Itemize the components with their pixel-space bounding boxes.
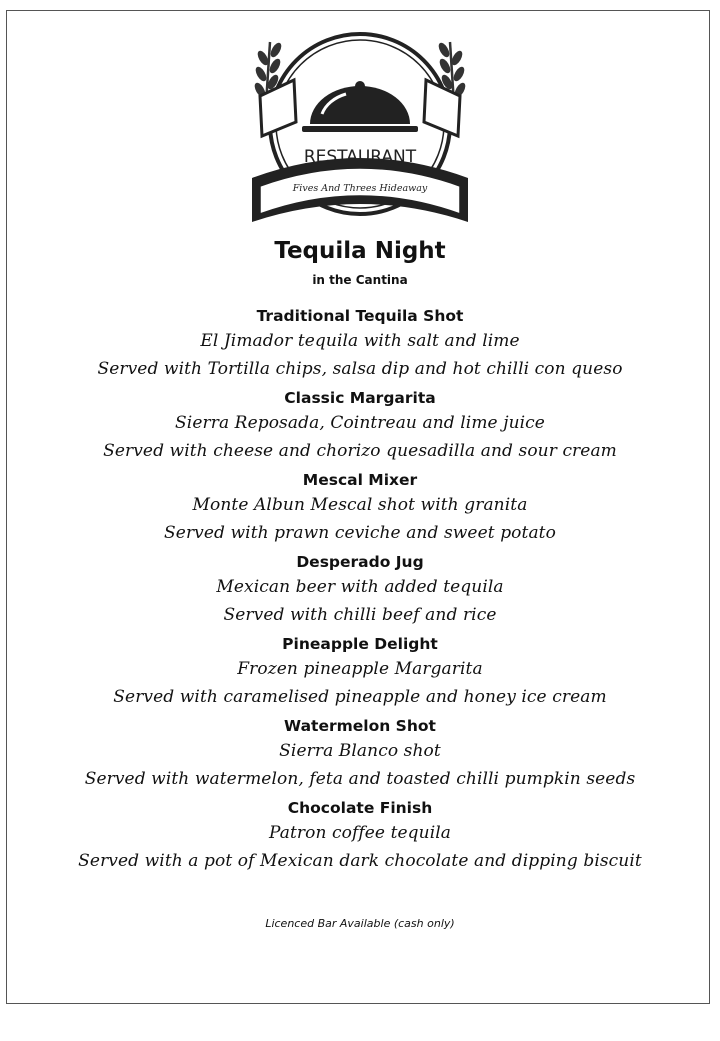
menu-item-food: Served with watermelon, feta and toasted chilli pumpkin seeds <box>84 769 636 789</box>
menu-item-food: Served with a pot of Mexican dark chocolate and dipping biscuit <box>78 851 642 871</box>
menu-item-name: Traditional Tequila Shot <box>256 307 464 325</box>
menu-item-name: Watermelon Shot <box>284 717 436 735</box>
logo-tagline: Fives And Threes Hideaway <box>292 183 428 194</box>
page-title: Tequila Night <box>274 238 446 264</box>
menu-item-drink: Patron coffee tequila <box>268 823 452 843</box>
menu-item-name: Pineapple Delight <box>282 635 438 653</box>
menu-item-name: Chocolate Finish <box>287 799 433 817</box>
page-subtitle: in the Cantina <box>312 273 408 287</box>
menu-item <box>0 387 720 465</box>
menu-item-drink: Mexican beer with added tequila <box>216 577 504 597</box>
menu-item-drink: Sierra Blanco shot <box>279 741 441 761</box>
logo-name: RESTAURANT <box>303 147 417 167</box>
menu-item <box>0 305 720 383</box>
menu-list <box>0 305 720 879</box>
menu-item-drink: Sierra Reposada, Cointreau and lime juice <box>175 413 545 433</box>
menu-item-drink: El Jimador tequila with salt and lime <box>200 331 520 351</box>
menu-item-name: Mescal Mixer <box>302 471 418 489</box>
menu-item <box>0 551 720 629</box>
menu-item-name: Desperado Jug <box>296 553 424 571</box>
menu-item-drink: Frozen pineapple Margarita <box>237 659 483 679</box>
menu-item-food: Served with cheese and chorizo quesadilla and sour cream <box>103 441 617 461</box>
restaurant-logo <box>246 26 474 232</box>
menu-item-food: Served with prawn ceviche and sweet potato <box>164 523 556 543</box>
menu-item-name: Classic Margarita <box>284 389 436 407</box>
menu-item-drink: Monte Albun Mescal shot with granita <box>192 495 528 515</box>
menu-item <box>0 715 720 793</box>
menu-item-food: Served with Tortilla chips, salsa dip and hot chilli con queso <box>97 359 623 379</box>
menu-item <box>0 469 720 547</box>
footer-note: Licenced Bar Available (cash only) <box>265 917 455 930</box>
menu-item-food: Served with chilli beef and rice <box>223 605 497 625</box>
menu-item <box>0 797 720 875</box>
menu-item-food: Served with caramelised pineapple and honey ice cream <box>113 687 607 707</box>
menu-item <box>0 633 720 711</box>
